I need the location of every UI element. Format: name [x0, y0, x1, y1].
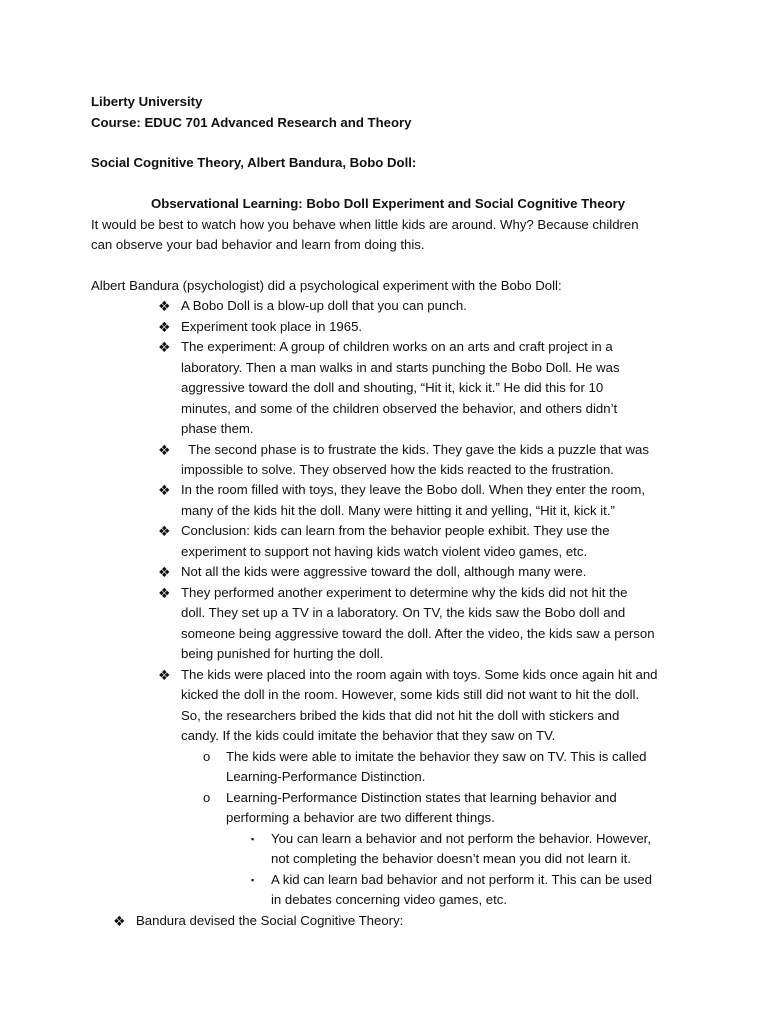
bullet-text: being punished for hurting the doll.: [181, 646, 384, 661]
bullet-text: A Bobo Doll is a blow-up doll that you can punch.: [181, 298, 467, 313]
bullet-text: laboratory. Then a man walks in and starts punching the Bobo Doll. He was: [181, 360, 620, 375]
diamond-bullet-icon: ❖: [158, 482, 171, 498]
bullet-text: Not all the kids were aggressive toward the doll, although many were.: [181, 564, 587, 579]
sub-sub-bullet-text: not completing the behavior doesn’t mean you did not learn it.: [271, 851, 631, 866]
sub-bullet-text: The kids were able to imitate the behavior they saw on TV. This is called: [226, 749, 647, 764]
circle-bullet-icon: o: [203, 790, 211, 805]
bullet-text: The kids were placed into the room again with toys. Some kids once again hit and: [181, 667, 658, 682]
sub-bullet-text: Learning-Performance Distinction.: [226, 769, 426, 784]
bullet-text: experiment to support not having kids watch violent video games, etc.: [181, 544, 588, 559]
sub-sub-bullet-text: You can learn a behavior and not perform the behavior. However,: [271, 831, 651, 846]
lead-paragraph: Albert Bandura (psychologist) did a psychological experiment with the Bobo Doll:: [91, 278, 562, 293]
page-title: Observational Learning: Bobo Doll Experiment and Social Cognitive Theory: [151, 196, 626, 211]
diamond-bullet-icon: ❖: [158, 585, 171, 601]
sub-bullet-text: performing a behavior are two different things.: [226, 810, 495, 825]
diamond-bullet-icon: ❖: [158, 667, 171, 683]
bullet-text: Experiment took place in 1965.: [181, 319, 363, 334]
bullet-text: candy. If the kids could imitate the behavior that they saw on TV.: [181, 728, 556, 743]
bullet-text: In the room filled with toys, they leave the Bobo doll. When they enter the room,: [181, 482, 646, 497]
bullet-text: Conclusion: kids can learn from the behavior people exhibit. They use the: [181, 523, 610, 538]
diamond-bullet-icon: ❖: [158, 564, 171, 580]
circle-bullet-icon: o: [203, 749, 211, 764]
final-bullet-text: Bandura devised the Social Cognitive Theory:: [136, 913, 404, 928]
diamond-bullet-icon: ❖: [113, 913, 126, 929]
diamond-bullet-icon: ❖: [158, 298, 171, 314]
bullet-text: The second phase is to frustrate the kids. They gave the kids a puzzle that was: [181, 442, 649, 457]
sub-sub-bullet-text: A kid can learn bad behavior and not perform it. This can be used: [271, 872, 652, 887]
bullet-text: minutes, and some of the children observed the behavior, and others didn’t: [181, 401, 618, 416]
bullet-text: kicked the doll in the room. However, some kids still did not want to hit the doll.: [181, 687, 640, 702]
bullet-text: someone being aggressive toward the doll. After the video, the kids saw a person: [181, 626, 655, 641]
bullet-text: impossible to solve. They observed how the kids reacted to the frustration.: [181, 462, 614, 477]
sub-bullet-text: Learning-Performance Distinction states that learning behavior and: [226, 790, 617, 805]
diamond-bullet-icon: ❖: [158, 523, 171, 539]
sub-sub-bullet-text: in debates concerning video games, etc.: [271, 892, 508, 907]
diamond-bullet-icon: ❖: [158, 442, 171, 458]
course-title: Course: EDUC 701 Advanced Research and Theory: [91, 115, 412, 130]
bullet-text: The experiment: A group of children works on an arts and craft project in a: [181, 339, 613, 354]
square-bullet-icon: ▪: [251, 834, 255, 844]
bullet-text: doll. They set up a TV in a laboratory. On TV, the kids saw the Bobo doll and: [181, 605, 626, 620]
bullet-text: many of the kids hit the doll. Many were hitting it and yelling, “Hit it, kick it.”: [181, 503, 615, 518]
intro-line-1: It would be best to watch how you behave when little kids are around. Why? Because children: [91, 217, 639, 232]
bullet-text: phase them.: [181, 421, 254, 436]
topic-heading: Social Cognitive Theory, Albert Bandura, Bobo Doll:: [91, 155, 417, 170]
diamond-bullet-icon: ❖: [158, 319, 171, 335]
bullet-text: aggressive toward the doll and shouting, “Hit it, kick it.” He did this for 10: [181, 380, 604, 395]
square-bullet-icon: ▪: [251, 875, 255, 885]
university-name: Liberty University: [91, 94, 203, 109]
diamond-bullet-icon: ❖: [158, 339, 171, 355]
intro-line-2: can observe your bad behavior and learn from doing this.: [91, 237, 425, 252]
bullet-text: They performed another experiment to determine why the kids did not hit the: [181, 585, 628, 600]
bullet-text: So, the researchers bribed the kids that did not hit the doll with stickers and: [181, 708, 620, 723]
